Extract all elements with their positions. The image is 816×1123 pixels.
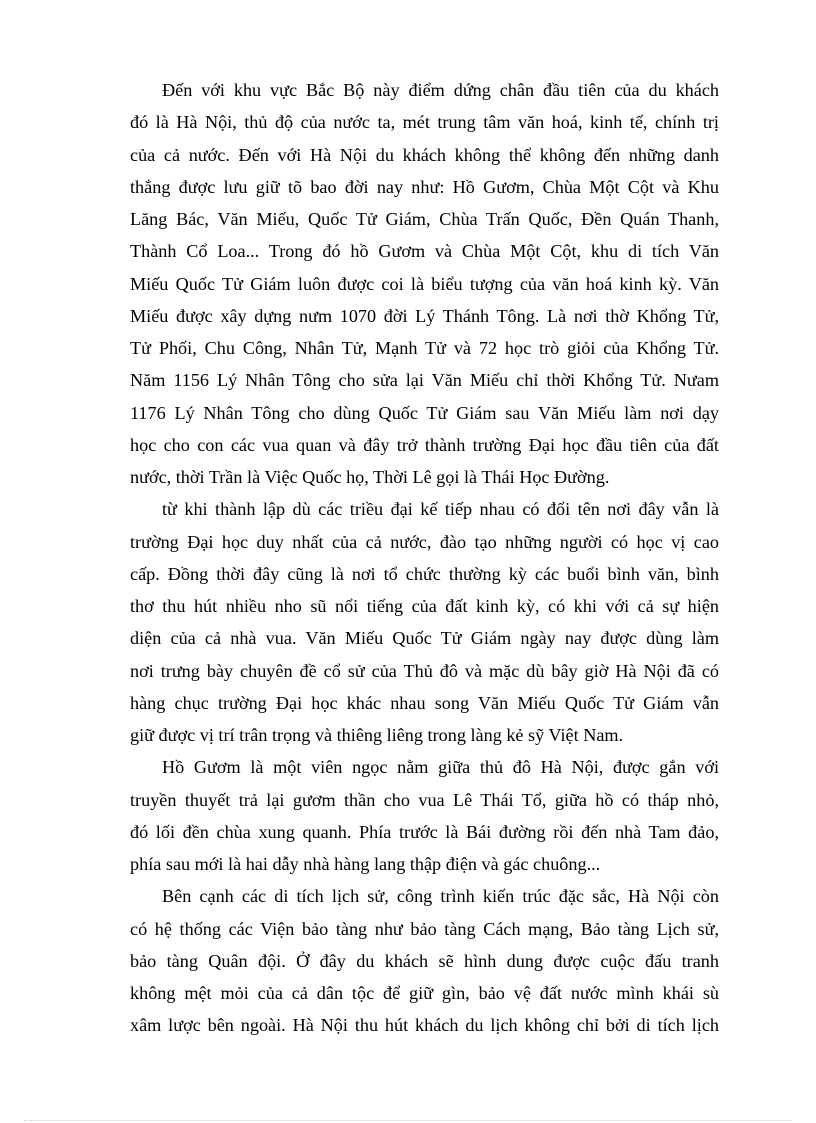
paragraph: [130, 880, 719, 1041]
text-line: hàng chục trường Đại học khác nhau song Văn Miếu Quốc Tử Giám vẫn: [130, 692, 719, 713]
text-line: Miếu được xây dựng nưm 1070 đời Lý Thánh Tông. Là nơi thờ Khổng Tử,: [130, 305, 719, 326]
text-line: Đến với khu vực Bắc Bộ này điểm dứng chân đầu tiên của du khách: [162, 80, 719, 100]
text-line: học cho con các vua quan và đây trở thành trường Đại học đầu tiên của đất: [130, 434, 719, 455]
text-line: Lăng Bác, Văn Miếu, Quốc Tử Giám, Chùa Trấn Quốc, Đền Quán Thanh,: [130, 209, 719, 229]
page-bottom-divider: [24, 1120, 792, 1121]
text-line: trường Đại học duy nhất của cả nước, đào tạo những người có học vị cao: [130, 531, 719, 552]
text-line: 1176 Lý Nhân Tông cho dùng Quốc Tử Giám sau Văn Miếu làm nơi dạy: [130, 402, 719, 423]
paragraph: [130, 74, 719, 493]
paragraph: [130, 493, 719, 751]
text-line: bảo tàng Quân đội. Ở đây du khách sẽ hình dung được cuộc đấu tranh: [130, 950, 719, 971]
text-line: truyền thuyết trả lại gươm thần cho vua Lê Thái Tổ, giữa hồ có tháp nhỏ,: [130, 789, 719, 810]
text-line: đó là Hà Nội, thủ độ của nước ta, mét trung tâm văn hoá, kinh tế, chính trị: [130, 112, 719, 133]
text-line: xâm lược bên ngoài. Hà Nội thu hút khách du lịch không chỉ bởi di tích lịch: [130, 1015, 719, 1036]
paragraph: [130, 751, 719, 880]
text-line: đó lối đền chùa xung quanh. Phía trước là Bái đường rồi đến nhà Tam đảo,: [130, 821, 719, 842]
text-line: nơi trưng bày chuyên đề cổ sử của Thủ đô và mặc dù bây giờ Hà Nội đã có: [130, 660, 719, 681]
text-line: Hồ Gươm là một viên ngọc nằm giữa thủ đô Hà Nội, được gắn với: [162, 757, 719, 778]
document-page: [130, 74, 719, 1042]
text-line: Năm 1156 Lý Nhân Tông cho sửa lại Văn Miếu chỉ thời Khổng Tử. Nưam: [130, 370, 719, 391]
text-line: phía sau mới là hai dẫy nhà hàng lang thập điện và gác chuông...: [130, 854, 601, 874]
text-line: diện của cả nhà vua. Văn Miếu Quốc Tử Giám ngày nay được dùng làm: [130, 628, 719, 649]
text-line: thắng được lưu giữ tõ bao đời nay như: Hồ Gươm, Chùa Một Cột và Khu: [130, 176, 719, 197]
text-line: Miếu Quốc Tử Giám luôn được coi là biểu tượng của văn hoá kinh kỳ. Văn: [130, 273, 719, 294]
text-line: thơ thu hút nhiều nho sũ nổi tiếng của đất kinh kỳ, có khi với cả sự hiện: [130, 596, 719, 616]
text-line: của cả nước. Đến với Hà Nội du khách không thể không đến những danh: [130, 144, 719, 165]
text-line: Bên cạnh các di tích lịch sử, công trình kiến trúc đặc sắc, Hà Nội còn: [162, 886, 719, 907]
text-line: từ khi thành lập dù các triều đại kế tiếp nhau có đổi tên nơi đây vẫn là: [162, 499, 719, 520]
text-line: Thành Cổ Loa... Trong đó hồ Gươm và Chùa Một Cột, khu di tích Văn: [130, 241, 719, 262]
text-line: giữ được vị trí trân trọng và thiêng liêng trong làng kẻ sỹ Việt Nam.: [130, 725, 624, 745]
text-line: cấp. Đồng thời đây cũng là nơi tổ chức thường kỳ các buổi bình văn, bình: [130, 563, 719, 584]
text-line: có hệ thống các Viện bảo tàng như bảo tàng Cách mạng, Bảo tàng Lịch sử,: [130, 918, 719, 939]
text-line: Tử Phối, Chu Công, Nhân Tử, Mạnh Tử và 72 học trò giỏi của Khổng Tử.: [130, 338, 719, 358]
text-line: không mệt mỏi của cả dân tộc để giữ gìn, bảo vệ đất nước mình khái sù: [130, 983, 719, 1003]
text-line: nước, thời Trần là Việc Quốc họ, Thời Lê gọi là Thái Học Đường.: [130, 467, 610, 487]
